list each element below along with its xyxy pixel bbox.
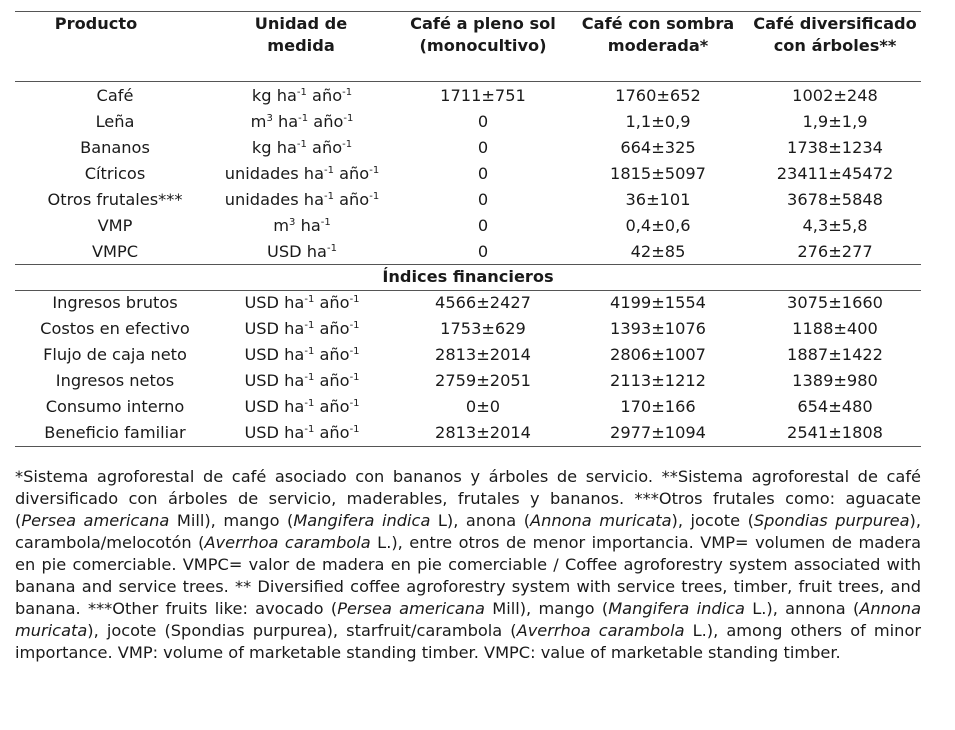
header-producto: Producto [54, 14, 138, 33]
cell-cafe-diversificado: 3678±5848 [787, 190, 883, 209]
cell-cafe-sol: 2759±2051 [435, 371, 531, 390]
cell-cafe-diversificado: 1,9±1,9 [802, 112, 868, 131]
cell-cafe-diversificado: 1188±400 [792, 319, 878, 338]
table-row [15, 187, 921, 213]
cell-unidad: kg $ha^{-1}$ año$^{-1}$ [251, 86, 353, 105]
cell-cafe-sombra: 1,1±0,9 [625, 112, 691, 131]
header-cafe-diversificado: Café diversificado con árboles** [753, 14, 917, 55]
table-row [15, 213, 921, 239]
cell-producto: Flujo de caja neto [43, 345, 187, 364]
cell-cafe-sol: 2813±2014 [435, 345, 531, 364]
cell-cafe-sombra: 1760±652 [615, 86, 701, 105]
cell-producto: Cítricos [84, 164, 146, 183]
cell-cafe-sombra: 2113±1212 [610, 371, 706, 390]
header-cafe-sombra: Café con sombra moderada* [581, 14, 735, 55]
cell-unidad: USD $ha^{-1}$ año$^{-1}$ [244, 319, 360, 338]
cell-cafe-diversificado: 3075±1660 [787, 293, 883, 312]
cell-cafe-sol: 0 [477, 216, 489, 235]
cell-cafe-sol: 0 [477, 242, 489, 261]
cell-producto: Costos en efectivo [40, 319, 190, 338]
cell-cafe-sombra: 0,4±0,6 [625, 216, 691, 235]
cell-producto: Ingresos netos [55, 371, 175, 390]
cell-cafe-diversificado: 1887±1422 [787, 345, 883, 364]
table-row [15, 83, 921, 109]
cell-cafe-sol: 0±0 [465, 397, 501, 416]
cell-unidad: unidades $ha^{-1}$ año$^{-1}$ [224, 164, 380, 183]
cell-unidad: USD $ha^{-1}$ [267, 242, 337, 261]
cell-unidad: $m^3$ $ha^{-1}$ año$^{-1}$ [250, 112, 354, 131]
cell-cafe-sombra: 42±85 [630, 242, 686, 261]
cell-cafe-sol: 0 [477, 190, 489, 209]
table-row [15, 420, 921, 446]
cell-cafe-diversificado: 1002±248 [792, 86, 878, 105]
cell-cafe-sombra: 36±101 [625, 190, 691, 209]
cell-cafe-sombra: 2977±1094 [610, 423, 706, 442]
cell-producto: Beneficio familiar [44, 423, 186, 442]
cell-unidad: unidades $ha^{-1}$ año$^{-1}$ [224, 190, 380, 209]
cell-cafe-sombra: 664±325 [620, 138, 696, 157]
table-row [15, 342, 921, 368]
cell-cafe-diversificado: 4,3±5,8 [802, 216, 868, 235]
cell-cafe-sol: 0 [477, 164, 489, 183]
cell-unidad: kg $ha^{-1}$ año$^{-1}$ [251, 138, 353, 157]
cell-cafe-diversificado: 276±277 [797, 242, 873, 261]
cell-producto: Otros frutales*** [47, 190, 183, 209]
header-unidad: Unidad de medida [254, 14, 348, 55]
cell-producto: Bananos [80, 138, 150, 157]
table-row [15, 135, 921, 161]
table-row [15, 290, 921, 316]
cell-producto: VMP [97, 216, 133, 235]
table-row [15, 109, 921, 135]
header-cafe-sol: Café a pleno sol (monocultivo) [410, 14, 556, 55]
cell-unidad: USD $ha^{-1}$ año$^{-1}$ [244, 397, 360, 416]
table-row [15, 161, 921, 187]
table-row [15, 368, 921, 394]
cell-producto: Café [96, 86, 134, 105]
cell-unidad: USD $ha^{-1}$ año$^{-1}$ [244, 423, 360, 442]
cell-unidad: USD $ha^{-1}$ año$^{-1}$ [244, 293, 360, 312]
cell-unidad: USD $ha^{-1}$ año$^{-1}$ [244, 345, 360, 364]
cell-producto: VMPC [91, 242, 139, 261]
table-row [15, 239, 921, 265]
cell-cafe-sombra: 4199±1554 [610, 293, 706, 312]
table-row [15, 316, 921, 342]
cell-cafe-sol: 0 [477, 138, 489, 157]
top-rule [15, 11, 921, 12]
cell-cafe-sombra: 1393±1076 [610, 319, 706, 338]
cell-producto: Consumo interno [45, 397, 185, 416]
cell-cafe-diversificado: 1389±980 [792, 371, 878, 390]
table-footnote: *Sistema agroforestal de café asociado con bananos y árboles de servicio. **Sistema agroforestal de café diversificado con árboles de servicio, maderables, frutales y bananos. ***Otros frutales como: aguacate (Persea americana Mill), mango (Mangifera indica L), anona (Annona muricata), jocote (Spondias purpurea), carambola/melocotón (Averrhoa carambola L.), entre otros de menor importancia. VMP= volumen de madera en pie comerciable. VMPC= valor de madera en pie comerciable / Coffee agroforestry system associated with banana and service trees. ** Diversified coffee agroforestry system with service trees, timber, fruit trees, and banana. ***Other fruits like: avocado (Persea americana Mill), mango (Mangifera indica L.), annona (Annona muricata), jocote (Spondias purpurea), starfruit/carambola (Averrhoa carambola L.), among others of minor importance. VMP: volume of marketable standing timber. VMPC: value of marketable standing timber. [15, 467, 921, 662]
cell-cafe-sol: 1753±629 [440, 319, 526, 338]
cell-cafe-sol: 2813±2014 [435, 423, 531, 442]
cell-cafe-diversificado: 23411±45472 [776, 164, 894, 183]
table-row [15, 394, 921, 420]
cell-producto: Leña [95, 112, 135, 131]
cell-cafe-diversificado: 654±480 [797, 397, 873, 416]
cell-cafe-sombra: 1815±5097 [610, 164, 706, 183]
cell-cafe-sol: 1711±751 [440, 86, 526, 105]
bottom-rule [15, 446, 921, 447]
section-title: Índices financieros [382, 267, 554, 286]
cell-producto: Ingresos brutos [52, 293, 178, 312]
cell-cafe-diversificado: 2541±1808 [787, 423, 883, 442]
cell-unidad: USD $ha^{-1}$ año$^{-1}$ [244, 371, 360, 390]
cell-cafe-sombra: 170±166 [620, 397, 696, 416]
cell-cafe-sol: 4566±2427 [435, 293, 531, 312]
cell-cafe-diversificado: 1738±1234 [787, 138, 883, 157]
cell-cafe-sombra: 2806±1007 [610, 345, 706, 364]
cell-unidad: $m^3$ $ha^{-1}$ [273, 216, 331, 235]
cell-cafe-sol: 0 [477, 112, 489, 131]
header-rule [15, 81, 921, 82]
